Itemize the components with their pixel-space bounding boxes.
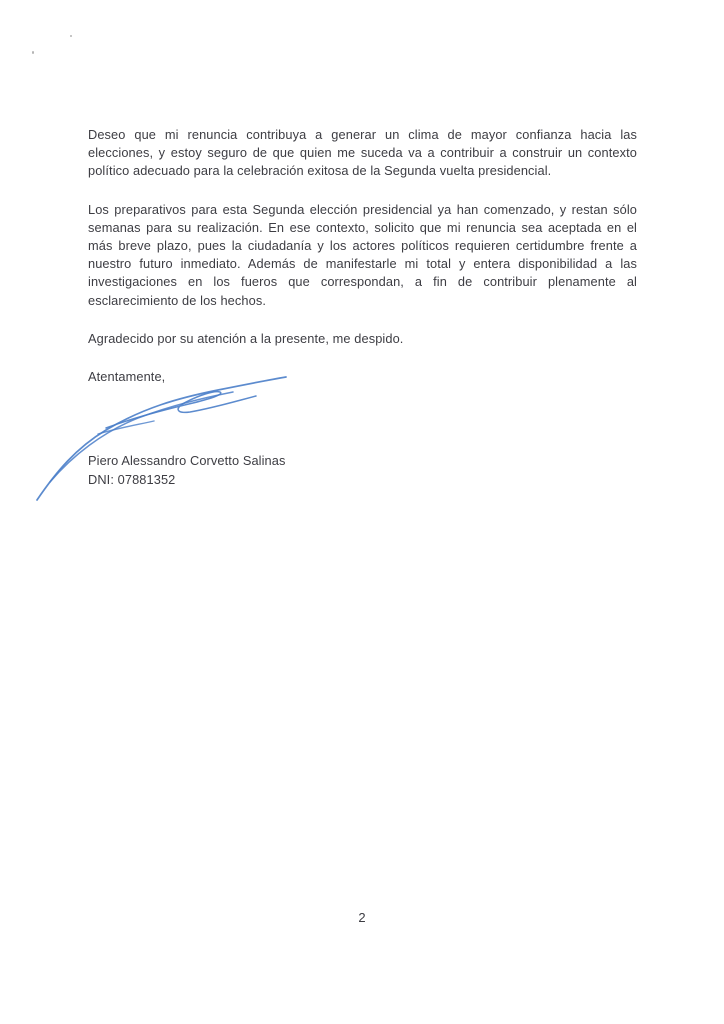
page-number: 2: [358, 910, 366, 925]
paragraph-preparations: Los preparativos para esta Segunda elección presidencial ya han comenzado, y restan sólo semanas para su realización. En ese contexto, solicito que mi renuncia sea aceptada en el más breve plazo, pues la ciudadanía y los actores políticos requieren certidumbre frente a nuestro futuro inmediato. Además de manifestarle mi total y entera disponibilidad a las investigaciones en los fueros que correspondan, a fin de contribuir plenamente al esclarecimiento de los hechos.: [88, 201, 637, 308]
letter-body: [88, 126, 637, 386]
closing-salutation: Atentamente,: [88, 369, 166, 385]
signatory-block: [88, 452, 286, 489]
signatory-dni: DNI: 07881352: [88, 471, 176, 487]
signatory-name: Piero Alessandro Corvetto Salinas: [88, 453, 286, 468]
scan-speck: [70, 35, 72, 37]
paragraph-confidence: Deseo que mi renuncia contribuya a generar un clima de mayor confianza hacia las elecciones, y estoy seguro de que quien me suceda va a contribuir a construir un contexto político adecuado para la celebración exitosa de la Segunda vuelta presidencial.: [88, 127, 637, 179]
scan-speck: [32, 51, 34, 54]
paragraph-farewell: Agradecido por su atención a la presente, me despido.: [88, 330, 404, 346]
